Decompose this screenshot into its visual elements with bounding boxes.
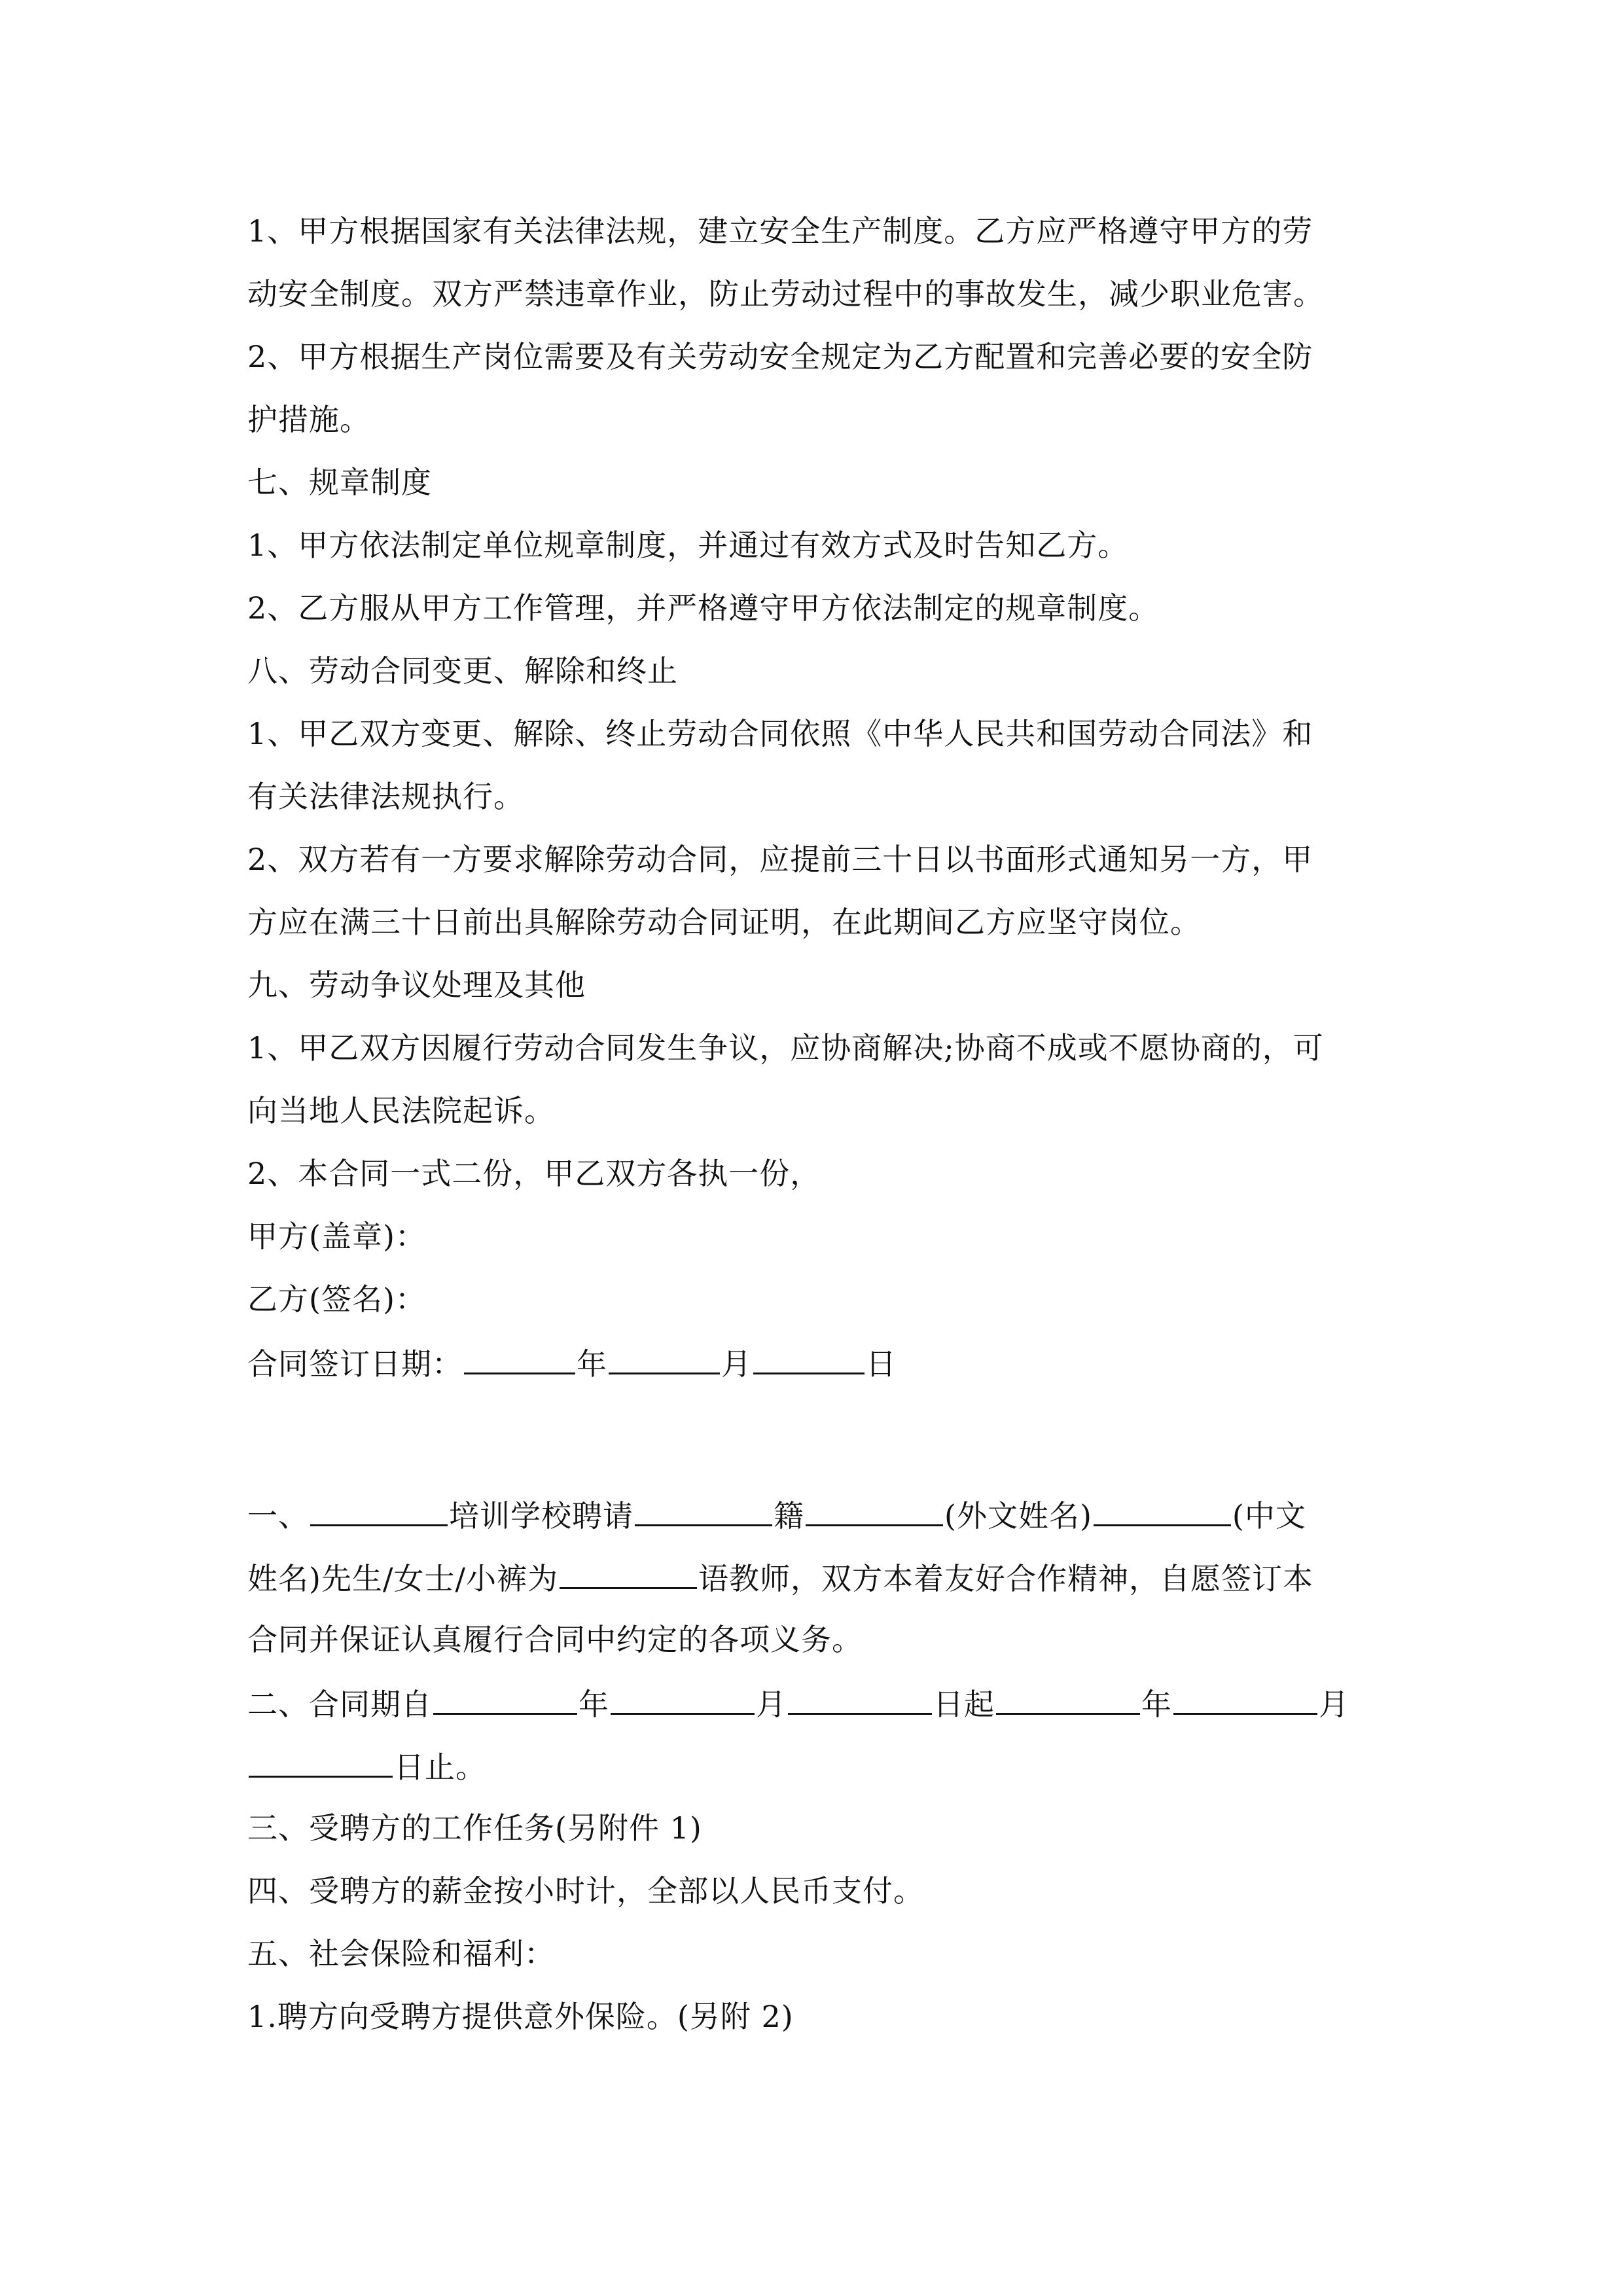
end-month-blank[interactable] — [1173, 1683, 1317, 1715]
text-fragment: 日止。 — [394, 1749, 486, 1785]
language-blank[interactable] — [560, 1557, 697, 1589]
text-line: 1、甲方依法制定单位规章制度，并通过有效方式及时告知乙方。 — [247, 528, 1129, 563]
end-year-blank[interactable] — [996, 1683, 1140, 1715]
foreign-name-blank[interactable] — [806, 1494, 943, 1526]
text-line: 动安全制度。双方严禁违章作业，防止劳动过程中的事故发生，减少职业危害。 — [247, 276, 1324, 312]
text-fragment: 月 — [1319, 1687, 1349, 1722]
text-fragment: (外文姓名) — [944, 1498, 1092, 1534]
start-month-blank[interactable] — [611, 1683, 755, 1715]
start-year-blank[interactable] — [433, 1683, 577, 1715]
text-line: 方应在满三十日前出具解除劳动合同证明，在此期间乙方应坚守岗位。 — [247, 905, 1201, 940]
text-line: 向当地人民法院起诉。 — [247, 1093, 555, 1128]
text-line: 三、受聘方的工作任务(另附件 1) — [247, 1810, 702, 1846]
text-fragment: 年 — [1141, 1687, 1172, 1722]
text-line: 2、乙方服从甲方工作管理，并严格遵守甲方依法制定的规章制度。 — [247, 590, 1160, 626]
year-blank[interactable] — [464, 1342, 575, 1374]
text-line: 合同并保证认真履行合同中约定的各项义务。 — [247, 1622, 863, 1657]
start-day-blank[interactable] — [788, 1683, 932, 1715]
sign-date-label: 合同签订日期： — [247, 1346, 463, 1382]
day-blank[interactable] — [753, 1342, 865, 1374]
end-day-blank[interactable] — [249, 1746, 393, 1778]
party-b-signature-label: 乙方(签名)： — [247, 1282, 426, 1317]
text-fragment: 月 — [756, 1687, 787, 1722]
contract2-line-1 — [247, 1494, 1306, 1535]
school-name-blank[interactable] — [310, 1494, 448, 1526]
text-fragment: 年 — [579, 1687, 609, 1722]
contract2-period-end-line — [247, 1746, 486, 1787]
party-a-seal-label: 甲方(盖章)： — [247, 1219, 426, 1254]
section-heading: 八、劳动合同变更、解除和终止 — [247, 653, 678, 689]
month-blank[interactable] — [609, 1342, 720, 1374]
sign-date-line — [247, 1342, 897, 1384]
section-heading: 七、规章制度 — [247, 465, 432, 500]
text-line: 1、甲方根据国家有关法律法规，建立安全生产制度。乙方应严格遵守甲方的劳 — [247, 213, 1313, 249]
day-label: 日 — [866, 1346, 897, 1382]
chinese-name-blank[interactable] — [1094, 1494, 1231, 1526]
text-line: 四、受聘方的薪金按小时计，全部以人民币支付。 — [247, 1873, 924, 1909]
text-line: 2、甲方根据生产岗位需要及有关劳动安全规定为乙方配置和完善必要的安全防 — [247, 339, 1313, 374]
text-line: 1、甲乙双方变更、解除、终止劳动合同依照《中华人民共和国劳动合同法》和 — [247, 716, 1313, 751]
text-fragment: 日起 — [933, 1687, 995, 1722]
text-fragment: (中文 — [1232, 1498, 1306, 1534]
text-line: 护措施。 — [247, 402, 370, 437]
text-fragment: 姓名)先生/女士/小裤为 — [247, 1561, 558, 1596]
text-line: 1.聘方向受聘方提供意外保险。(另附 2) — [247, 1999, 794, 2034]
contract2-period-line — [247, 1683, 1349, 1724]
month-label: 月 — [721, 1346, 752, 1382]
year-label: 年 — [577, 1346, 607, 1382]
section-heading: 五、社会保险和福利： — [247, 1936, 555, 1971]
text-fragment: 语教师，双方本着友好合作精神，自愿签订本 — [698, 1561, 1313, 1596]
text-line: 2、双方若有一方要求解除劳动合同，应提前三十日以书面形式通知另一方，甲 — [247, 842, 1313, 877]
text-fragment: 二、合同期自 — [247, 1687, 432, 1722]
nationality-blank[interactable] — [635, 1494, 772, 1526]
text-line: 有关法律法规执行。 — [247, 779, 524, 814]
clause-number: 一、 — [247, 1498, 309, 1534]
section-heading: 九、劳动争议处理及其他 — [247, 967, 586, 1003]
text-fragment: 籍 — [774, 1498, 804, 1534]
text-line: 2、本合同一式二份，甲乙双方各执一份， — [247, 1156, 821, 1191]
text-fragment: 培训学校聘请 — [449, 1498, 633, 1534]
contract2-line-2 — [247, 1557, 1313, 1598]
text-line: 1、甲乙双方因履行劳动合同发生争议，应协商解决;协商不成或不愿协商的，可 — [247, 1030, 1324, 1066]
